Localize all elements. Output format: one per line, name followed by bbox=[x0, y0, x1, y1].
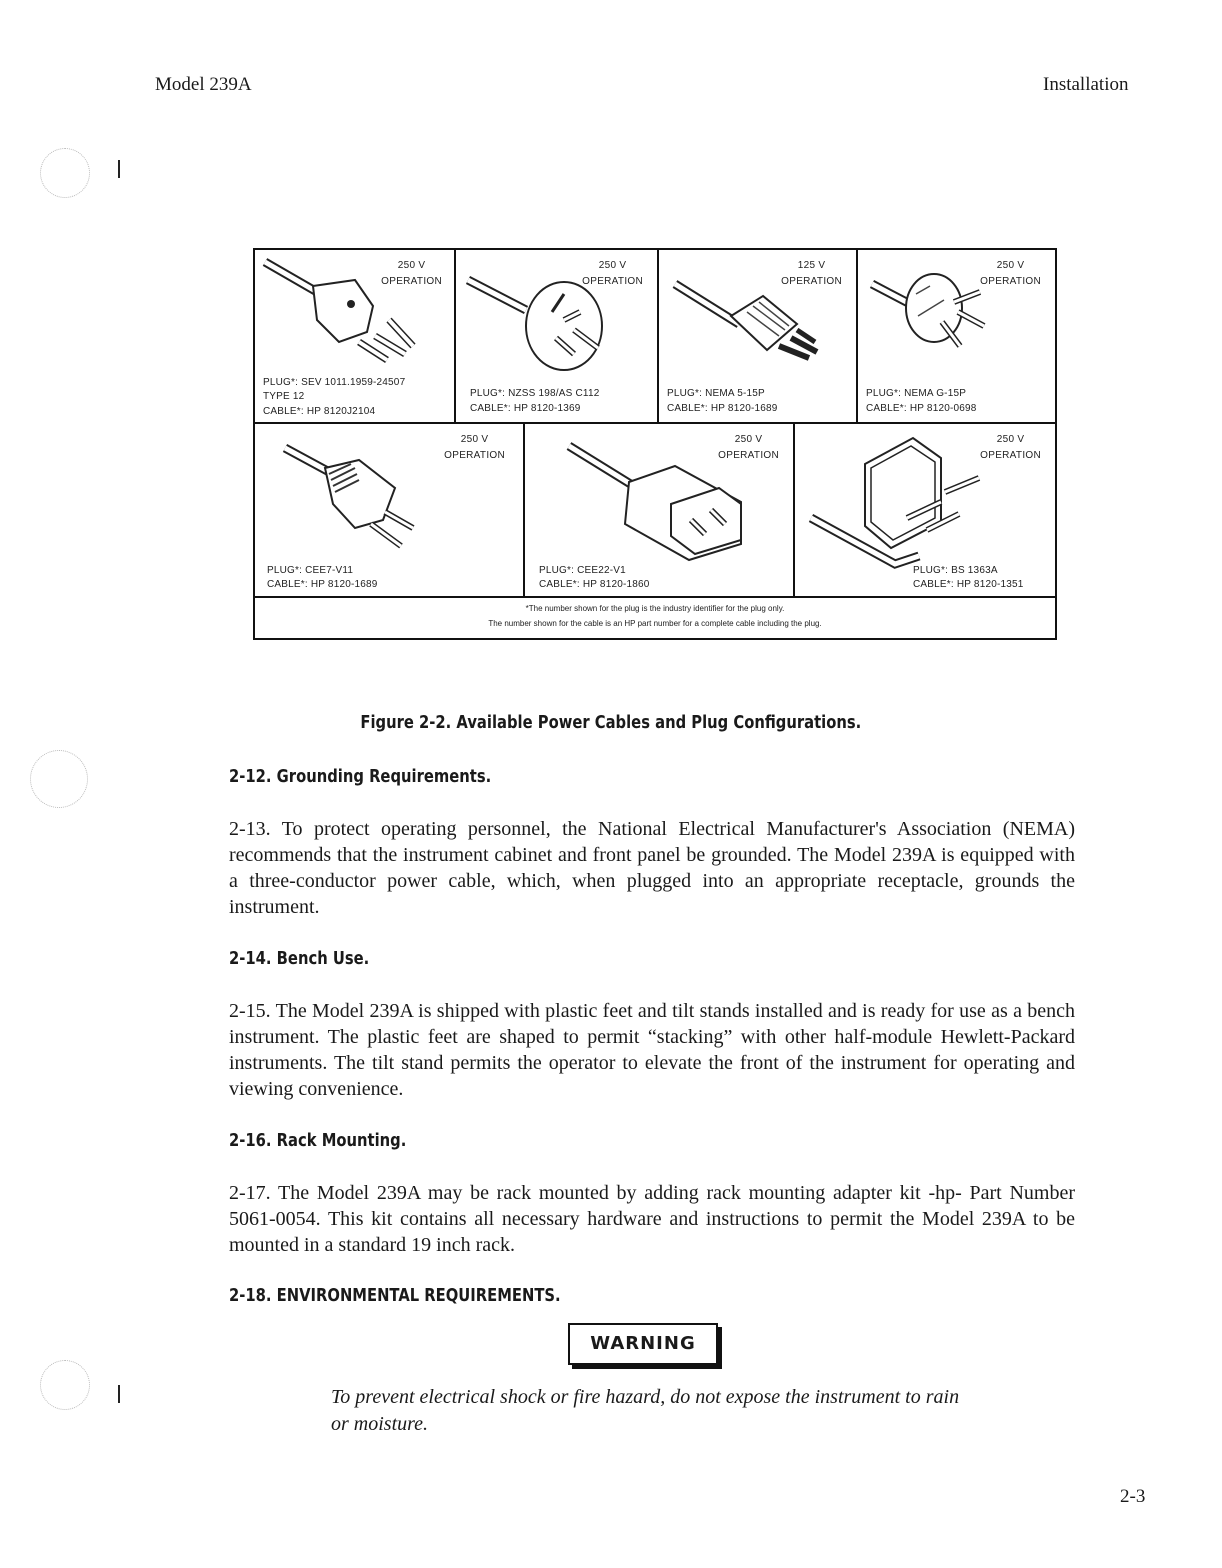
figure-footnote-cable: The number shown for the cable is an HP part number for a complete cable including the plug. bbox=[488, 619, 822, 628]
figure-footnote-plug: *The number shown for the plug is the industry identifier for the plug only. bbox=[525, 604, 785, 613]
plug-id: PLUG*: SEV 1011.1959-24507 bbox=[263, 377, 406, 388]
plug-cell-nema-g-15p bbox=[858, 250, 1055, 422]
voltage-label: 250 V OPERATION bbox=[718, 434, 779, 461]
plug-id: PLUG*: NZSS 198/AS C112 bbox=[470, 388, 600, 399]
cable-part-number: CABLE*: HP 8120-1689 bbox=[267, 579, 378, 590]
voltage-label: 250 V OPERATION bbox=[980, 434, 1041, 461]
punch-hole bbox=[40, 148, 90, 198]
cable-part-number: CABLE*: HP 8120-0698 bbox=[866, 403, 977, 414]
warning-label: WARNING bbox=[568, 1323, 718, 1365]
punch-hole bbox=[40, 1360, 90, 1410]
plug-id: PLUG*: NEMA 5-15P bbox=[667, 388, 765, 399]
plug-cell-nema-5-15p bbox=[659, 250, 856, 422]
plug-type: TYPE 12 bbox=[263, 391, 305, 402]
sev-plug-icon bbox=[255, 250, 454, 370]
nema-5-15p-plug-icon bbox=[659, 250, 856, 380]
voltage-label: 125 V OPERATION bbox=[781, 260, 842, 287]
section-heading-environmental: 2-18. ENVIRONMENTAL REQUIREMENTS. bbox=[229, 1285, 561, 1306]
warning-text: To prevent electrical shock or fire hazard, do not expose the instrument to rain or moisture. bbox=[331, 1386, 960, 1435]
figure-caption: Figure 2-2. Available Power Cables and Plug Configurations. bbox=[360, 712, 862, 733]
change-bar bbox=[118, 160, 120, 178]
plug-id: PLUG*: CEE7-V11 bbox=[267, 565, 354, 576]
plug-cell-cee7 bbox=[255, 424, 523, 596]
paragraph-rack-mounting: 2-17. The Model 239A may be rack mounted by adding rack mounting adapter kit -hp- Part Number 5061-0054. This kit contains all necessary hardware and instructions to permit the Model 239A to be mounted in a standard 19 inch rack. bbox=[229, 1182, 1075, 1256]
grid-line bbox=[255, 596, 1055, 598]
power-plug-figure bbox=[253, 248, 1057, 640]
plug-cell-cee22 bbox=[525, 424, 793, 596]
plug-cell-bs1363a bbox=[795, 424, 1055, 596]
nzss-plug-icon bbox=[456, 250, 657, 380]
cable-part-number: CABLE*: HP 8120J2104 bbox=[263, 406, 376, 417]
running-header-section: Installation bbox=[1043, 74, 1129, 95]
plug-id: PLUG*: CEE22-V1 bbox=[539, 565, 626, 576]
bs1363a-plug-icon bbox=[795, 424, 1055, 574]
running-header-model: Model 239A bbox=[155, 74, 252, 95]
punch-hole bbox=[30, 750, 88, 808]
cable-part-number: CABLE*: HP 8120-1351 bbox=[913, 579, 1024, 590]
voltage-label: 250 V OPERATION bbox=[381, 260, 442, 287]
nema-g-15p-plug-icon bbox=[858, 250, 1055, 380]
voltage-label: 250 V OPERATION bbox=[980, 260, 1041, 287]
cee22-connector-icon bbox=[525, 424, 793, 564]
voltage-label: 250 V OPERATION bbox=[444, 434, 505, 461]
page-number: 2-3 bbox=[1120, 1486, 1146, 1507]
section-heading-rack-mounting: 2-16. Rack Mounting. bbox=[229, 1130, 407, 1151]
cable-part-number: CABLE*: HP 8120-1369 bbox=[470, 403, 581, 414]
cable-part-number: CABLE*: HP 8120-1860 bbox=[539, 579, 650, 590]
cable-part-number: CABLE*: HP 8120-1689 bbox=[667, 403, 778, 414]
change-bar bbox=[118, 1385, 120, 1403]
voltage-label: 250 V OPERATION bbox=[582, 260, 643, 287]
paragraph-bench-use: 2-15. The Model 239A is shipped with plastic feet and tilt stands installed and is ready for use as a bench instrument. The plastic feet are shaped to permit “stacking” with other half-module Hewlett-Packard instruments. The tilt stand permits the operator to elevate the front of the instrument for operating and viewing convenience. bbox=[229, 1000, 1075, 1100]
plug-id: PLUG*: NEMA G-15P bbox=[866, 388, 967, 399]
plug-cell-nzss bbox=[456, 250, 657, 422]
section-heading-grounding: 2-12. Grounding Requirements. bbox=[229, 766, 492, 787]
cee7-plug-icon bbox=[255, 424, 523, 554]
plug-cell-sev bbox=[255, 250, 454, 422]
section-heading-bench-use: 2-14. Bench Use. bbox=[229, 948, 370, 969]
paragraph-grounding: 2-13. To protect operating personnel, the National Electrical Manufacturer's Association (NEMA) recommends that the instrument cabinet and front panel be grounded. The Model 239A is equipped with a three-conductor power cable, which, when plugged into an appropriate receptacle, grounds the instrument. bbox=[229, 818, 1075, 918]
plug-id: PLUG*: BS 1363A bbox=[913, 565, 998, 576]
